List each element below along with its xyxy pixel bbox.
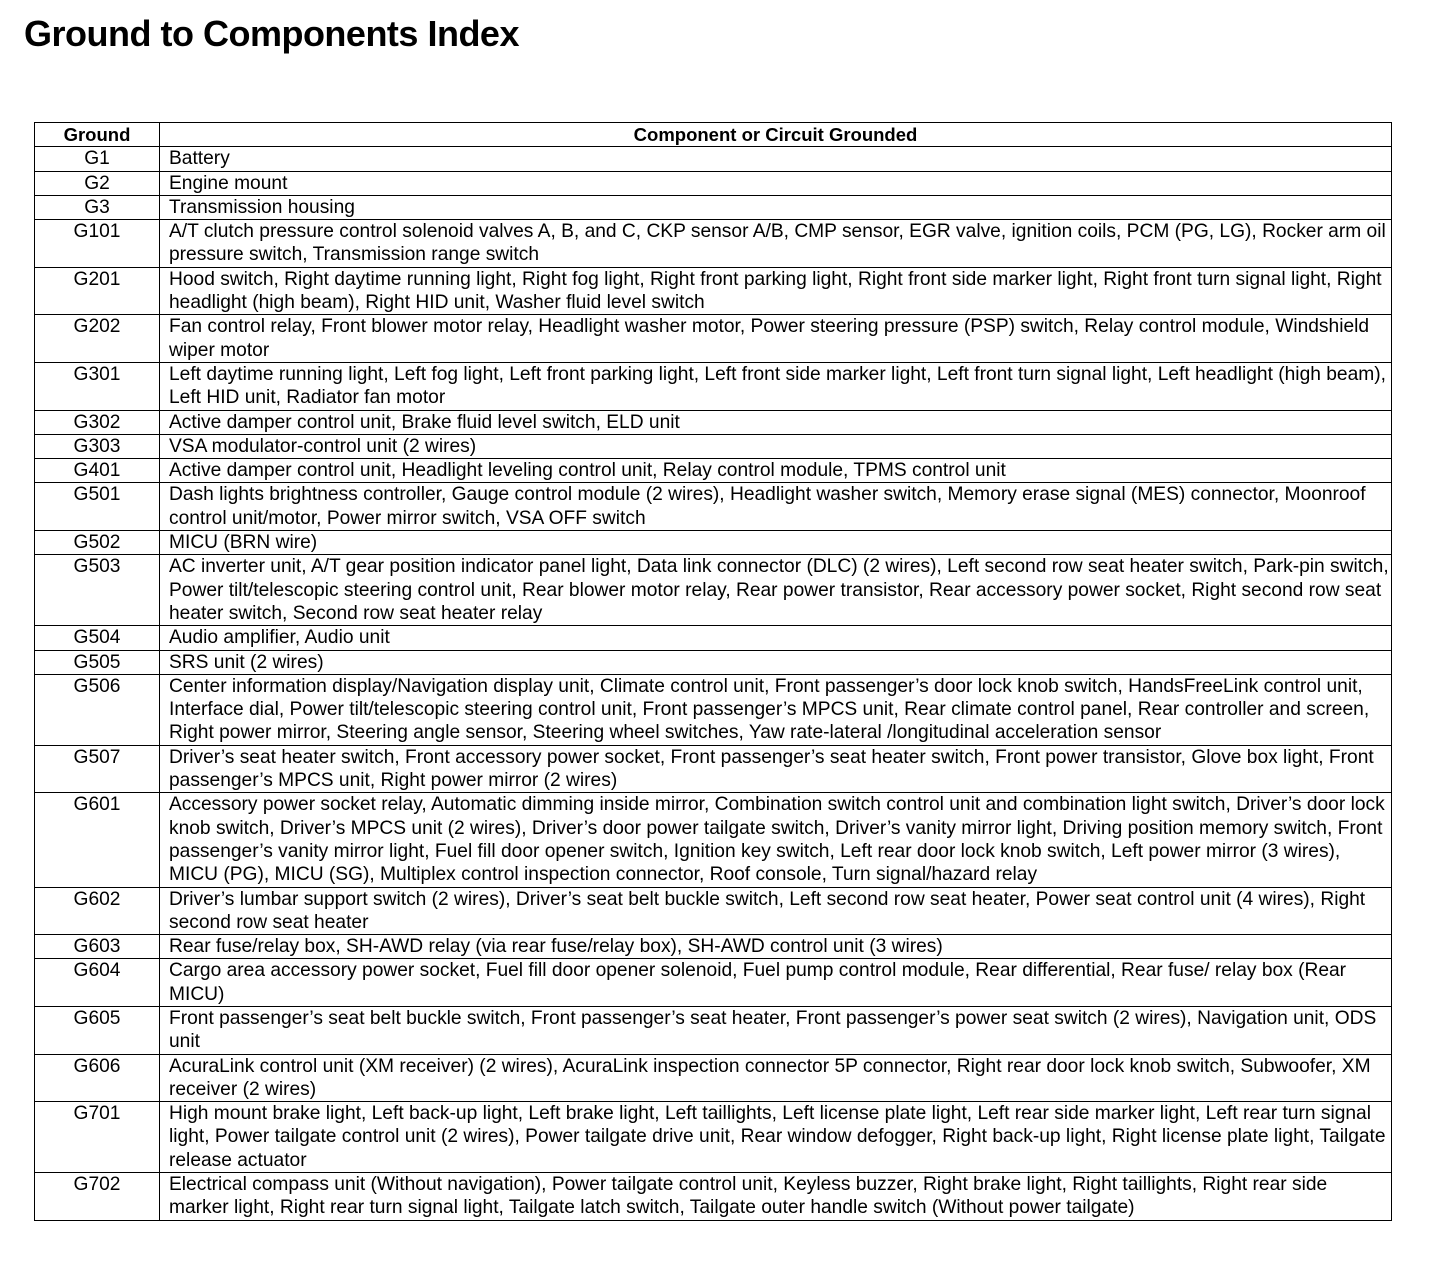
component-list: Dash lights brightness controller, Gauge control module (2 wires), Headlight washer switch, Memory erase signal (MES) connector, Moonroof control unit/motor, Power mirror switch, VSA OFF switch	[160, 483, 1392, 531]
ground-id: G303	[35, 434, 160, 458]
ground-id: G501	[35, 483, 160, 531]
table-row	[35, 171, 1392, 195]
ground-index-table	[34, 122, 1392, 1221]
ground-id: G401	[35, 459, 160, 483]
table-row	[35, 531, 1392, 555]
ground-id: G603	[35, 935, 160, 959]
component-list: Battery	[160, 147, 1392, 171]
component-list: SRS unit (2 wires)	[160, 650, 1392, 674]
ground-id: G503	[35, 555, 160, 626]
component-list: MICU (BRN wire)	[160, 531, 1392, 555]
table-row	[35, 1054, 1392, 1102]
ground-id: G302	[35, 410, 160, 434]
ground-id: G604	[35, 959, 160, 1007]
ground-id: G504	[35, 626, 160, 650]
ground-id: G507	[35, 745, 160, 793]
component-column-header: Component or Circuit Grounded	[160, 123, 1392, 147]
ground-id: G701	[35, 1102, 160, 1173]
component-list: High mount brake light, Left back-up light, Left brake light, Left taillights, Left license plate light, Left rear side marker light, Left rear turn signal light, Power tailgate control unit (2 wires), Power tailgate drive unit, Rear window defogger, Right back-up light, Right license plate light, Tailgate release actuator	[160, 1102, 1392, 1173]
ground-id: G201	[35, 267, 160, 315]
table-row	[35, 483, 1392, 531]
table-row	[35, 362, 1392, 410]
component-list: Audio amplifier, Audio unit	[160, 626, 1392, 650]
component-list: AcuraLink control unit (XM receiver) (2 wires), AcuraLink inspection connector 5P connector, Right rear door lock knob switch, Subwoofer, XM receiver (2 wires)	[160, 1054, 1392, 1102]
table-row	[35, 410, 1392, 434]
table-row	[35, 1006, 1392, 1054]
component-list: Active damper control unit, Headlight leveling control unit, Relay control module, TPMS control unit	[160, 459, 1392, 483]
component-list: Left daytime running light, Left fog light, Left front parking light, Left front side marker light, Left front turn signal light, Left headlight (high beam), Left HID unit, Radiator fan motor	[160, 362, 1392, 410]
table-row	[35, 793, 1392, 887]
table-row	[35, 315, 1392, 363]
component-list: VSA modulator-control unit (2 wires)	[160, 434, 1392, 458]
table-row	[35, 1173, 1392, 1221]
ground-id: G2	[35, 171, 160, 195]
component-list: Hood switch, Right daytime running light, Right fog light, Right front parking light, Right front side marker light, Right front turn signal light, Right headlight (high beam), Right HID unit, Washer fluid level switch	[160, 267, 1392, 315]
table-row	[35, 434, 1392, 458]
ground-id: G506	[35, 674, 160, 745]
component-list: Accessory power socket relay, Automatic dimming inside mirror, Combination switch control unit and combination light switch, Driver’s door lock knob switch, Driver’s MPCS unit (2 wires), Driver’s door power tailgate switch, Driver’s vanity mirror light, Driving position memory switch, Front passenger’s vanity mirror light, Fuel fill door opener switch, Ignition key switch, Left rear door lock knob switch, Left power mirror (3 wires), MICU (PG), MICU (SG), Multiplex control inspection connector, Roof console, Turn signal/hazard relay	[160, 793, 1392, 887]
component-list: Front passenger’s seat belt buckle switch, Front passenger’s seat heater, Front passenger’s power seat switch (2 wires), Navigation unit, ODS unit	[160, 1006, 1392, 1054]
table-row	[35, 195, 1392, 219]
ground-id: G605	[35, 1006, 160, 1054]
component-list: Transmission housing	[160, 195, 1392, 219]
table-row	[35, 626, 1392, 650]
table-row	[35, 459, 1392, 483]
table-row	[35, 745, 1392, 793]
table-row	[35, 220, 1392, 268]
table-row	[35, 887, 1392, 935]
component-list: Driver’s seat heater switch, Front accessory power socket, Front passenger’s seat heater switch, Front power transistor, Glove box light, Front passenger’s MPCS unit, Right power mirror (2 wires)	[160, 745, 1392, 793]
ground-id: G3	[35, 195, 160, 219]
component-list: Fan control relay, Front blower motor relay, Headlight washer motor, Power steering pressure (PSP) switch, Relay control module, Windshield wiper motor	[160, 315, 1392, 363]
table-row	[35, 674, 1392, 745]
table-header-row	[35, 123, 1392, 147]
ground-column-header: Ground	[35, 123, 160, 147]
table-row	[35, 959, 1392, 1007]
component-list: A/T clutch pressure control solenoid valves A, B, and C, CKP sensor A/B, CMP sensor, EGR valve, ignition coils, PCM (PG, LG), Rocker arm oil pressure switch, Transmission range switch	[160, 220, 1392, 268]
ground-id: G301	[35, 362, 160, 410]
table-row	[35, 147, 1392, 171]
ground-id: G202	[35, 315, 160, 363]
component-list: Rear fuse/relay box, SH-AWD relay (via rear fuse/relay box), SH-AWD control unit (3 wires)	[160, 935, 1392, 959]
ground-id: G502	[35, 531, 160, 555]
component-list: Driver’s lumbar support switch (2 wires), Driver’s seat belt buckle switch, Left second row seat heater, Power seat control unit (4 wires), Right second row seat heater	[160, 887, 1392, 935]
ground-id: G505	[35, 650, 160, 674]
component-list: Electrical compass unit (Without navigation), Power tailgate control unit, Keyless buzzer, Right brake light, Right taillights, Right rear side marker light, Right rear turn signal light, Tailgate latch switch, Tailgate outer handle switch (Without power tailgate)	[160, 1173, 1392, 1221]
table-row	[35, 650, 1392, 674]
component-list: Center information display/Navigation display unit, Climate control unit, Front passenger’s door lock knob switch, HandsFreeLink control unit, Interface dial, Power tilt/telescopic steering control unit, Front passenger’s MPCS unit, Rear climate control panel, Rear controller and screen, Right power mirror, Steering angle sensor, Steering wheel switches, Yaw rate-lateral /longitudinal acceleration sensor	[160, 674, 1392, 745]
table-row	[35, 1102, 1392, 1173]
ground-id: G702	[35, 1173, 160, 1221]
component-list: Cargo area accessory power socket, Fuel fill door opener solenoid, Fuel pump control module, Rear differential, Rear fuse/ relay box (Rear MICU)	[160, 959, 1392, 1007]
table-row	[35, 267, 1392, 315]
component-list: Engine mount	[160, 171, 1392, 195]
ground-id: G602	[35, 887, 160, 935]
component-list: Active damper control unit, Brake fluid level switch, ELD unit	[160, 410, 1392, 434]
component-list: AC inverter unit, A/T gear position indicator panel light, Data link connector (DLC) (2 wires), Left second row seat heater switch, Park-pin switch, Power tilt/telescopic steering control unit, Rear blower motor relay, Rear power transistor, Rear accessory power socket, Right second row seat heater switch, Second row seat heater relay	[160, 555, 1392, 626]
table-row	[35, 555, 1392, 626]
page-title: Ground to Components Index	[24, 13, 519, 54]
table-row	[35, 935, 1392, 959]
ground-id: G1	[35, 147, 160, 171]
ground-id: G101	[35, 220, 160, 268]
ground-id: G606	[35, 1054, 160, 1102]
ground-id: G601	[35, 793, 160, 887]
